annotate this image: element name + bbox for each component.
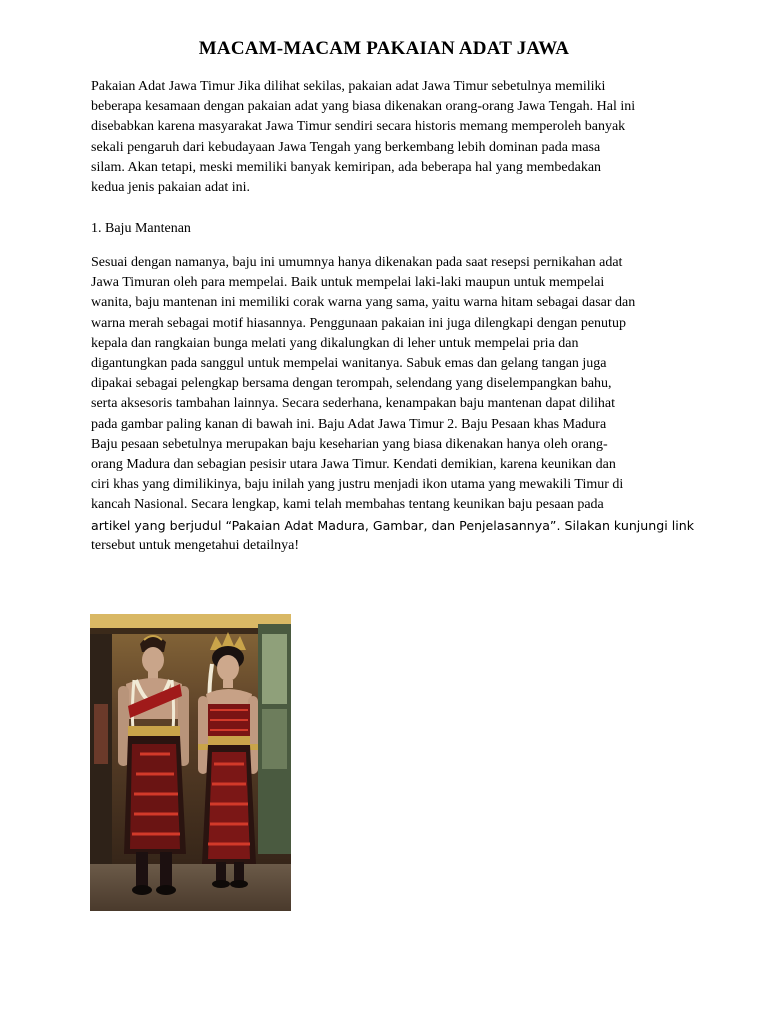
body-line: Sesuai dengan namanya, baju ini umumnya hanya dikenakan pada saat resepsi pernikahan adat — [91, 255, 623, 270]
intro-paragraph — [91, 77, 687, 198]
body-paragraph — [91, 253, 695, 556]
body-line: Baju pesaan sebetulnya merupakan baju keseharian yang biasa dikenakan hanya oleh orang- — [91, 436, 608, 452]
intro-line: Pakaian Adat Jawa Timur Jika dilihat sekilas, pakaian adat Jawa Timur sebetulnya memiliki — [91, 79, 606, 94]
body-line: artikel yang berjudul “Pakaian Adat Madura, Gambar, dan Penjelasannya”. Silakan kunjungi link — [91, 517, 695, 533]
body-line: kancah Nasional. Secara lengkap, kami telah membahas tentang keunikan baju pesaan pada — [91, 497, 604, 513]
body-line: ciri khas yang dimilikinya, baju inilah yang justru menjadi ikon utama yang mewakili Timur di — [91, 477, 624, 493]
body-line: orang Madura dan sebagian pesisir utara Jawa Timur. Kendati demikian, karena keunikan dan — [91, 457, 616, 473]
section-heading: 1. Baju Mantenan — [91, 221, 191, 236]
body-line: wanita, baju mantenan ini memiliki corak warna yang sama, yaitu warna hitam sebagai dasar dan — [91, 295, 636, 311]
page-title: MACAM-MACAM PAKAIAN ADAT JAWA — [198, 38, 570, 59]
body-line: serta aksesoris tambahan lainnya. Secara sederhana, kenampakan baju mantenan dapat dilihat — [91, 396, 616, 412]
body-line: kepala dan rangkaian bunga melati yang dikalungkan di leher untuk mempelai pria dan — [91, 335, 579, 351]
intro-line: disebabkan karena masyarakat Jawa Timur sendiri secara historis memang memperoleh banyak — [91, 119, 626, 135]
body-line: tersebut untuk mengetahui detailnya! — [91, 537, 299, 553]
body-line: Jawa Timuran oleh para mempelai. Baik untuk mempelai laki-laki maupun untuk mempelai — [91, 275, 605, 291]
intro-line: sekali pengaruh dari kebudayaan Jawa Tengah yang berkembang lebih dominan pada masa — [91, 139, 601, 155]
intro-line: kedua jenis pakaian adat ini. — [91, 180, 250, 196]
body-line: dipakai sebagai pelengkap bersama dengan terompah, selendang yang diselempangkan bahu, — [91, 376, 612, 392]
body-line: pada gambar paling kanan di bawah ini. Baju Adat Jawa Timur 2. Baju Pesaan khas Madura — [91, 416, 607, 432]
traditional-costume-photo — [90, 614, 291, 911]
body-line: digantungkan pada sanggul untuk mempelai wanitanya. Sabuk emas dan gelang tangan juga — [91, 356, 607, 372]
intro-line: silam. Akan tetapi, meski memiliki banyak kemiripan, ada beberapa hal yang membedakan — [91, 159, 602, 175]
body-line: warna merah sebagai motif hiasannya. Penggunaan pakaian ini juga dilengkapi dengan penutup — [91, 315, 626, 331]
intro-line: beberapa kesamaan dengan pakaian adat yang biasa dikenakan orang-orang Jawa Tengah. Hal ini — [91, 99, 636, 115]
